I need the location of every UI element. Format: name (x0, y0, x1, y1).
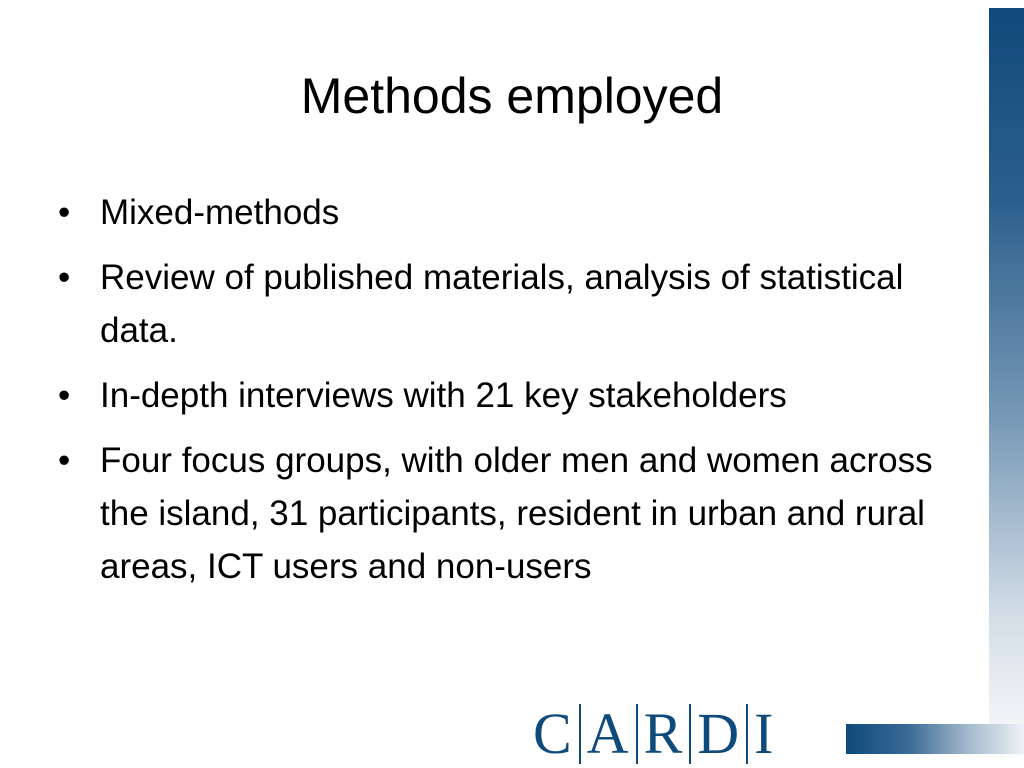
cardi-logo (527, 700, 780, 768)
bullet-dot-icon: • (58, 258, 71, 297)
bullet-text: Mixed-methods (100, 193, 340, 232)
bullet-text: In-depth interviews with 21 key stakeholders (100, 376, 787, 415)
bullet-dot-icon: • (58, 376, 71, 415)
bullet-item (56, 369, 956, 422)
bullet-list (56, 186, 956, 605)
logo-letter: A (586, 701, 630, 766)
logo-gradient-bar (846, 724, 1024, 754)
bullet-dot-icon: • (58, 441, 71, 480)
bullet-item (56, 434, 956, 593)
bullet-text: Review of published materials, analysis of statistical data. (100, 258, 904, 350)
logo-letter: I (754, 701, 775, 766)
slide-title: Methods employed (300, 68, 724, 124)
logo-letter: C (533, 701, 573, 766)
bullet-item (56, 186, 956, 239)
bullet-dot-icon: • (58, 193, 71, 232)
bullet-item (56, 251, 956, 357)
logo-letter: D (697, 701, 741, 766)
bullet-text: Four focus groups, with older men and women across the island, 31 participants, resident in urban and rural areas, ICT users and non-users (100, 441, 933, 586)
logo-letter: R (643, 701, 684, 766)
